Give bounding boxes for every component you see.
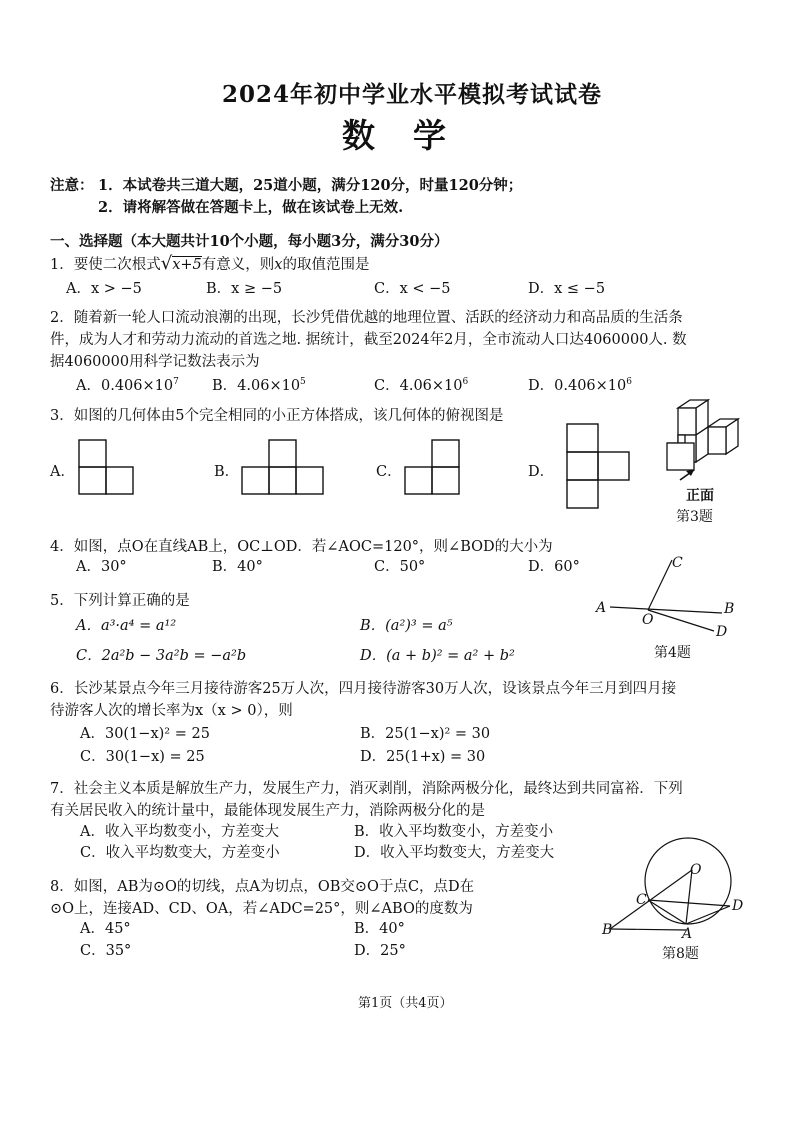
question-stem: 下列计算正确的是: [73, 593, 190, 609]
label-d: D: [732, 898, 744, 914]
question-number: 5．: [50, 593, 74, 609]
option-b-figure[interactable]: [242, 440, 323, 494]
option-b[interactable]: B．40°: [212, 559, 263, 575]
option-c[interactable]: C．收入平均数变大，方差变小: [80, 845, 280, 861]
option-b[interactable]: B．40°: [354, 921, 405, 937]
option-d[interactable]: D．25°: [354, 943, 406, 959]
option-d[interactable]: D．(a + b)² = a² + b²: [360, 648, 515, 664]
label-b: B: [602, 922, 613, 938]
label-c: C: [636, 892, 647, 908]
figure-8-caption: 第8题: [662, 946, 699, 962]
option-d[interactable]: D．60°: [528, 559, 580, 575]
question-stem-line-3: 据4060000用科学记数法表示为: [50, 354, 260, 370]
exam-title: 2024年初中学业水平模拟考试试卷: [222, 81, 603, 108]
option-b[interactable]: B．(a²)³ = a⁵: [360, 618, 453, 634]
option-d[interactable]: D．: [528, 464, 555, 480]
question-number: 6．: [50, 681, 74, 697]
option-a[interactable]: A．x > −5: [66, 281, 142, 297]
notes-line-2: 2．请将解答做在答题卡上，做在该试卷上无效.: [98, 199, 404, 216]
circle-tangent-figure: [600, 826, 750, 938]
option-b[interactable]: B．: [214, 464, 240, 480]
option-d-figure[interactable]: [567, 424, 630, 508]
question-stem-line-2: 件，成为人才和劳动力流动的首选之地. 据统计，截至2024年2月，全市流动人口达4060000人. 数: [50, 332, 687, 348]
option-a[interactable]: A．30°: [76, 559, 127, 575]
notes-line-1: 1．本试卷共三道大题，25道小题，满分120分，时量120分钟；: [98, 177, 523, 194]
label-o: O: [690, 862, 702, 878]
option-c[interactable]: C．x < −5: [374, 281, 451, 297]
option-c[interactable]: C．35°: [80, 943, 132, 959]
cube-stack-figure: [664, 400, 744, 490]
option-a[interactable]: A．: [50, 464, 75, 480]
label-a: A: [682, 926, 693, 942]
question-stem: 如图，点O在直线AB上，OC⊥OD．若∠AOC=120°，则∠BOD的大小为: [73, 539, 553, 555]
radicand: x+5: [172, 257, 202, 273]
option-d[interactable]: D．$0.406\times 10^6$: [528, 377, 632, 394]
question-stem: 要使二次根式: [73, 257, 161, 273]
option-b[interactable]: B．x ≥ −5: [206, 281, 283, 297]
variable: x: [274, 257, 283, 273]
subject-title: 数学: [342, 116, 484, 155]
question-stem-line-2: 有关居民收入的统计量中，最能体现发展生产力，消除两极分化的是: [50, 803, 485, 819]
label-d: D: [716, 624, 728, 640]
option-b[interactable]: B．$4.06\times 10^5$: [212, 377, 306, 394]
question-stem-line-1: 随着新一轮人口流动浪潮的出现，长沙凭借优越的地理位置、活跃的经济动力和高品质的生活条: [73, 310, 683, 326]
question-number: 4．: [50, 539, 74, 555]
option-a[interactable]: A．a³·a⁴ = a¹²: [76, 618, 177, 634]
option-a[interactable]: A．30(1−x)² = 25: [80, 726, 210, 742]
option-b[interactable]: B．25(1−x)² = 30: [360, 726, 491, 742]
option-d[interactable]: D．收入平均数变大，方差变大: [354, 845, 555, 861]
option-a[interactable]: A．收入平均数变小，方差变大: [80, 824, 279, 840]
label-b: B: [724, 601, 735, 617]
option-a[interactable]: A．45°: [80, 921, 131, 937]
section-heading: 一、选择题（本大题共计10个小题，每小题3分，满分30分）: [50, 233, 449, 250]
option-b[interactable]: B．收入平均数变小，方差变小: [354, 824, 554, 840]
question-number: 3．: [50, 408, 74, 424]
question-stem-line-1: 社会主义本质是解放生产力，发展生产力，消灭剥削，消除两极分化，最终达到共同富裕．下列: [73, 781, 683, 797]
option-c[interactable]: C．50°: [374, 559, 426, 575]
figure-3-caption: 第3题: [676, 509, 713, 525]
option-c[interactable]: C．$4.06\times 10^6$: [374, 377, 469, 394]
question-number: 8．: [50, 879, 74, 895]
option-c[interactable]: C．30(1−x) = 25: [80, 749, 205, 765]
label-o: O: [642, 612, 654, 628]
page-number: 第1页（共4页）: [358, 996, 453, 1011]
option-a-figure[interactable]: [79, 440, 133, 494]
question-number: 2．: [50, 310, 74, 326]
question-stem-line-1: 如图，AB为⊙O的切线，点A为切点，OB交⊙O于点C，点D在: [73, 879, 475, 895]
question-stem: 如图的几何体由5个完全相同的小正方体搭成，该几何体的俯视图是: [73, 408, 504, 424]
front-label: 正面: [686, 488, 714, 504]
question-number: 1．: [50, 257, 74, 273]
question-stem-line-2: ⊙O上，连接AD、CD、OA，若∠ADC=25°，则∠ABO的度数为: [50, 901, 473, 917]
label-c: C: [672, 555, 683, 571]
option-c-figure[interactable]: [405, 440, 459, 494]
option-d[interactable]: D．25(1+x) = 30: [360, 749, 486, 765]
option-d[interactable]: D．x ≤ −5: [528, 281, 606, 297]
figure-4-caption: 第4题: [654, 645, 691, 661]
question-number: 7．: [50, 781, 74, 797]
option-c[interactable]: C．: [376, 464, 402, 480]
radical-sign: √: [160, 253, 173, 274]
question-stem-line-1: 长沙某景点今年三月接待游客25万人次，四月接待游客30万人次，设该景点今年三月到四月接: [73, 681, 677, 697]
option-c[interactable]: C．2a²b − 3a²b = −a²b: [76, 648, 247, 664]
label-a: A: [596, 600, 607, 616]
question-stem-line-2: 待游客人次的增长率为x（x > 0），则: [50, 703, 293, 719]
notes-label: 注意：: [50, 177, 94, 194]
option-a[interactable]: A．$0.406\times 10^7$: [76, 377, 179, 394]
